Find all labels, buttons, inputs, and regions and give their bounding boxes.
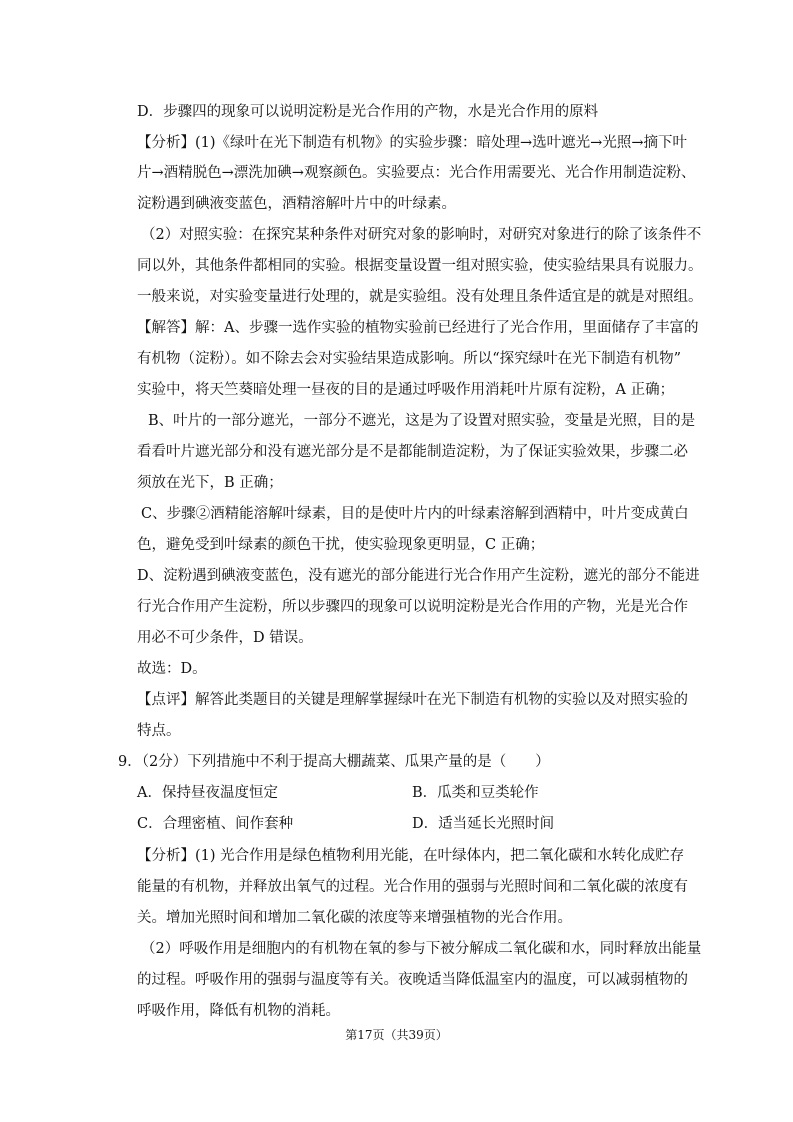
analysis-line: 能量的有机物，并释放出氧气的过程。光合作用的强弱与光照时间和二氧化碳的浓度有 — [137, 879, 688, 895]
analysis-line: 关。增加光照时间和增加二氧化碳的浓度等来增强植物的光合作用。 — [137, 910, 572, 926]
answer-line: 【解答】解：A、步骤一选作实验的植物实验前已经进行了光合作用，里面储存了丰富的 — [137, 320, 699, 336]
comment-line: 【点评】解答此类题目的关键是理解掌握绿叶在光下制造有机物的实验以及对照实验的 — [137, 692, 688, 708]
answer-line: B、叶片的一部分遮光，一部分不遮光，这是为了设置对照实验，变量是光照，目的是 — [148, 413, 696, 429]
answer-line: 有机物（淀粉）。如不除去会对实验结果造成影响。所以“探究绿叶在光下制造有机物” — [137, 351, 682, 367]
analysis-line: 一般来说，对实验变量进行处理的，就是实验组。没有处理且条件适宜是的就是对照组。 — [137, 289, 703, 305]
answer-line: 行光合作用产生淀粉，所以步骤四的现象可以说明淀粉是光合作用的产物，光是光合作 — [137, 599, 688, 615]
answer-line: 须放在光下，B 正确； — [137, 475, 283, 491]
answer-line: 用必不可少条件，D 错误。 — [137, 630, 313, 646]
answer-line: C、步骤②酒精能溶解叶绿素，目的是使叶片内的叶绿素溶解到酒精中，叶片变成黄白 — [141, 506, 689, 522]
analysis-line: （2）对照实验：在探究某种条件对研究对象的影响时，对研究对象进行的除了该条件不 — [141, 227, 702, 243]
option-c: C．合理密植、间作套种 — [137, 816, 294, 832]
analysis-line: 同以外，其他条件都相同的实验。根据变量设置一组对照实验，使实验结果具有说服力。 — [137, 258, 703, 274]
page-number: 第17页（共39页） — [345, 1028, 448, 1042]
analysis-line: 【分析】(1) 光合作用是绿色植物利用光能，在叶绿体内，把二氧化碳和水转化成贮存 — [137, 848, 685, 864]
analysis-line: 【分析】(1)《绿叶在光下制造有机物》的实验步骤：暗处理→选叶遮光→光照→摘下叶 — [137, 135, 687, 151]
option-d-prev: D．步骤四的现象可以说明淀粉是光合作用的产物，水是光合作用的原料 — [137, 104, 599, 120]
option-b: B．瓜类和豆类轮作 — [412, 785, 539, 801]
analysis-line: 呼吸作用，降低有机物的消耗。 — [137, 1003, 340, 1019]
analysis-line: （2）呼吸作用是细胞内的有机物在氧的参与下被分解成二氧化碳和水，同时释放出能量 — [141, 941, 702, 957]
comment-line: 特点。 — [137, 723, 181, 739]
analysis-line: 片→酒精脱色→漂洗加碘→观察颜色。实验要点：光合作用需要光、光合作用制造淀粉、 — [137, 165, 696, 181]
answer-line: D、淀粉遇到碘液变蓝色，没有遮光的部分能进行光合作用产生淀粉，遮光的部分不能进 — [137, 568, 700, 584]
analysis-line: 淀粉遇到碘液变蓝色，酒精溶解叶片中的叶绿素。 — [137, 196, 456, 212]
option-d: D．适当延长光照时间 — [412, 816, 555, 832]
question-stem: 9．（2分）下列措施中不利于提高大棚蔬菜、瓜果产量的是（ ） — [118, 754, 550, 770]
analysis-line: 的过程。呼吸作用的强弱与温度等有关。夜晚适当降低温室内的温度，可以减弱植物的 — [137, 972, 688, 988]
option-a: A．保持昼夜温度恒定 — [137, 785, 278, 801]
answer-line: 实验中，将天竺葵暗处理一昼夜的目的是通过呼吸作用消耗叶片原有淀粉，A 正确； — [137, 382, 675, 398]
answer-line: 看看叶片遮光部分和没有遮光部分是不是都能制造淀粉，为了保证实验效果，步骤二必 — [137, 444, 688, 460]
answer-line: 色，避免受到叶绿素的颜色干扰，使实验现象更明显，C 正确； — [137, 537, 545, 553]
answer-choice: 故选：D。 — [137, 661, 207, 677]
